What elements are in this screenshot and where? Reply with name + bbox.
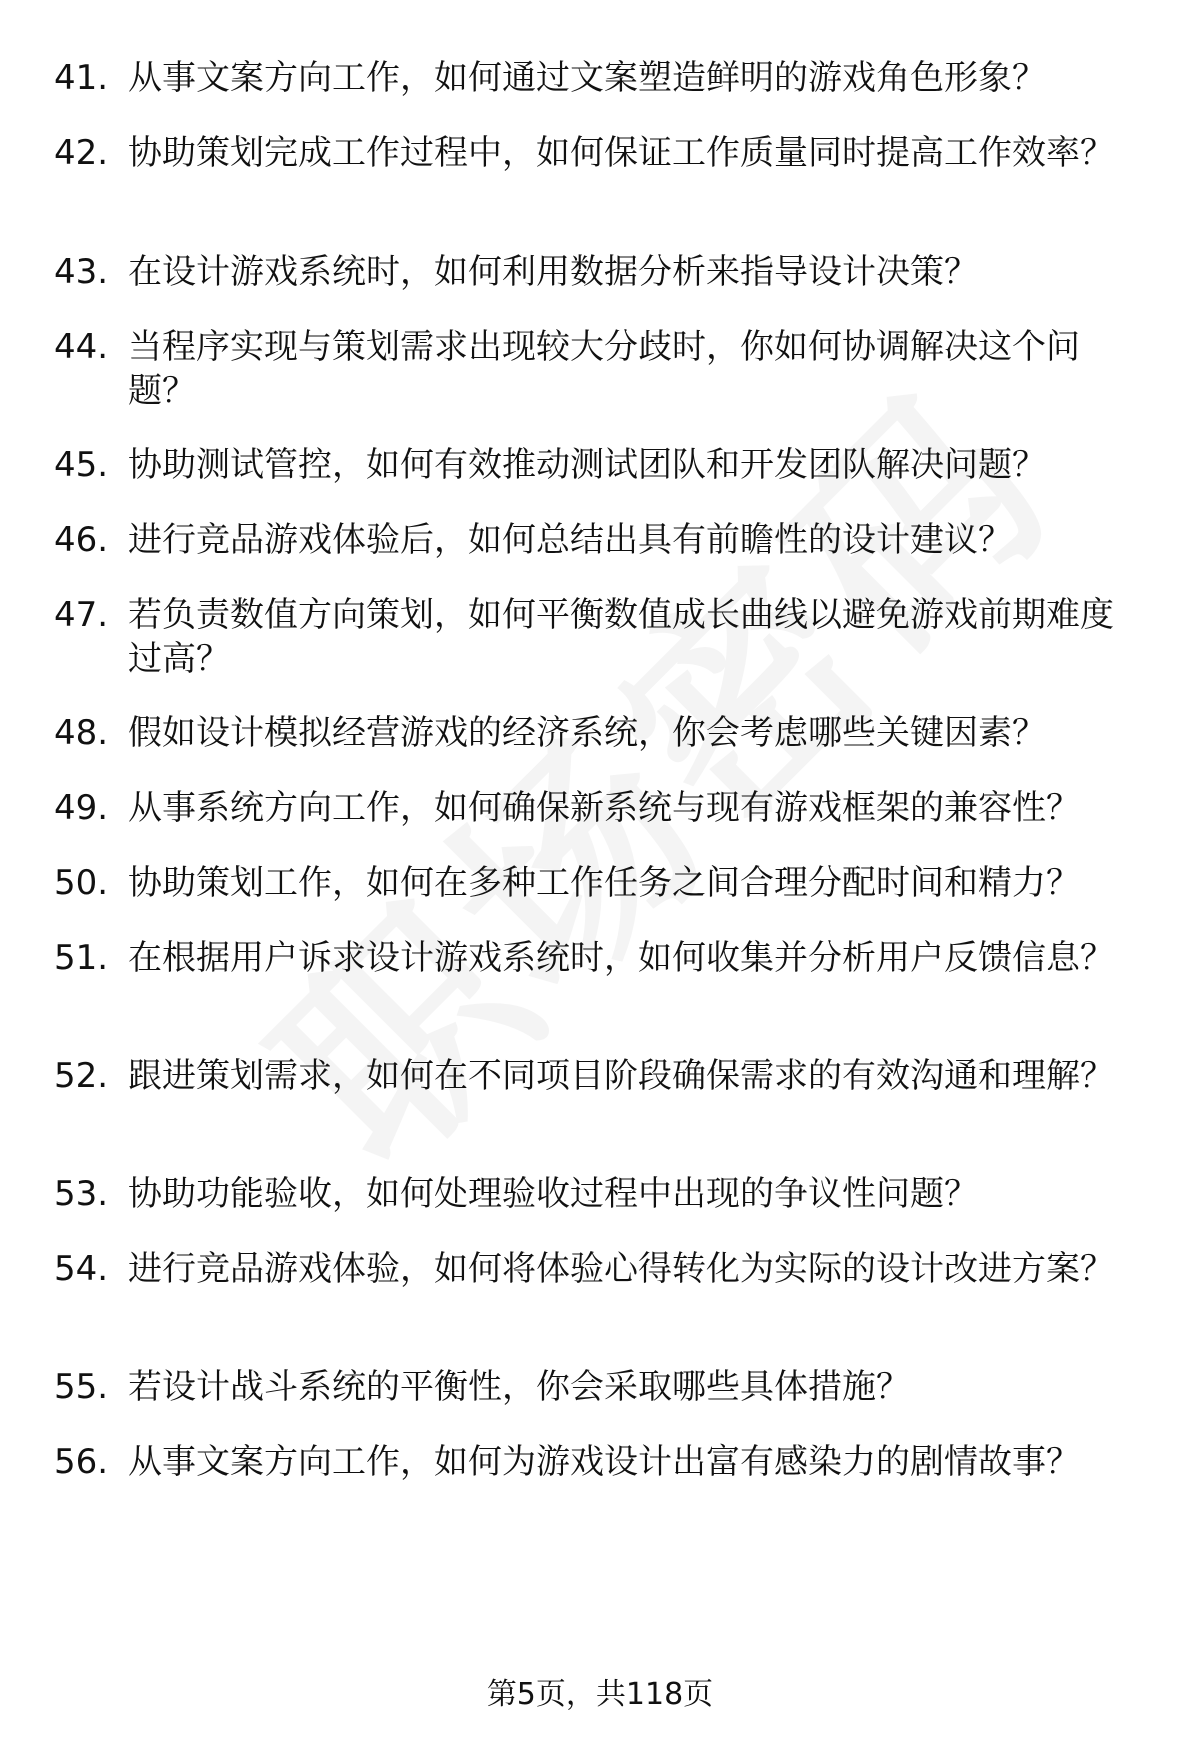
question-number: 41.: [54, 58, 109, 98]
question-item: [54, 1440, 1154, 1484]
page-footer: 第5页，共118页: [486, 1677, 714, 1712]
question-item: [54, 711, 1154, 755]
question-text: 在根据用户诉求设计游戏系统时，如何收集并分析用户反馈信息？: [128, 938, 1114, 978]
question-text: 进行竞品游戏体验，如何将体验心得转化为实际的设计改进方案？: [128, 1249, 1114, 1289]
question-item: [54, 786, 1154, 830]
question-item: [54, 861, 1154, 905]
question-item: [54, 1365, 1154, 1409]
question-text: 协助策划工作，如何在多种工作任务之间合理分配时间和精力？: [128, 863, 1080, 903]
question-number: 51.: [54, 938, 109, 978]
question-text: 假如设计模拟经营游戏的经济系统，你会考虑哪些关键因素？: [128, 713, 1046, 753]
question-text: 从事文案方向工作，如何为游戏设计出富有感染力的剧情故事？: [128, 1442, 1080, 1482]
question-text: 协助测试管控，如何有效推动测试团队和开发团队解决问题？: [128, 445, 1046, 485]
question-text: 从事文案方向工作，如何通过文案塑造鲜明的游戏角色形象？: [128, 58, 1046, 98]
question-item: [54, 250, 1154, 294]
question-item: [54, 936, 1154, 980]
question-item: [54, 1247, 1154, 1291]
question-item: [54, 443, 1154, 487]
question-number: 53.: [54, 1174, 109, 1214]
question-number: 46.: [54, 520, 109, 560]
question-item: [54, 1054, 1154, 1098]
question-number: 48.: [54, 713, 109, 753]
question-text: 跟进策划需求，如何在不同项目阶段确保需求的有效沟通和理解？: [128, 1056, 1114, 1096]
question-number: 56.: [54, 1442, 109, 1482]
question-text: 若设计战斗系统的平衡性，你会采取哪些具体措施？: [128, 1367, 910, 1407]
question-number: 54.: [54, 1249, 109, 1289]
question-number: 49.: [54, 788, 109, 828]
question-item: [54, 56, 1154, 100]
question-item: [54, 518, 1154, 562]
question-text: 若负责数值方向策划，如何平衡数值成长曲线以避免游戏前期难度过高？: [128, 595, 1114, 679]
question-number: 50.: [54, 863, 109, 903]
question-number: 55.: [54, 1367, 109, 1407]
question-item: [54, 1172, 1154, 1216]
question-number: 45.: [54, 445, 109, 485]
question-text: 进行竞品游戏体验后，如何总结出具有前瞻性的设计建议？: [128, 520, 1012, 560]
question-number: 43.: [54, 252, 109, 292]
question-item: [54, 325, 1154, 413]
question-text: 协助功能验收，如何处理验收过程中出现的争议性问题？: [128, 1174, 978, 1214]
question-item: [54, 593, 1154, 681]
question-text: 从事系统方向工作，如何确保新系统与现有游戏框架的兼容性？: [128, 788, 1080, 828]
question-number: 44.: [54, 327, 109, 367]
question-number: 47.: [54, 595, 109, 635]
question-item: [54, 131, 1154, 175]
question-text: 当程序实现与策划需求出现较大分歧时，你如何协调解决这个问题？: [128, 327, 1080, 411]
question-text: 在设计游戏系统时，如何利用数据分析来指导设计决策？: [128, 252, 978, 292]
question-number: 42.: [54, 133, 109, 173]
question-text: 协助策划完成工作过程中，如何保证工作质量同时提高工作效率？: [128, 133, 1114, 173]
question-number: 52.: [54, 1056, 109, 1096]
